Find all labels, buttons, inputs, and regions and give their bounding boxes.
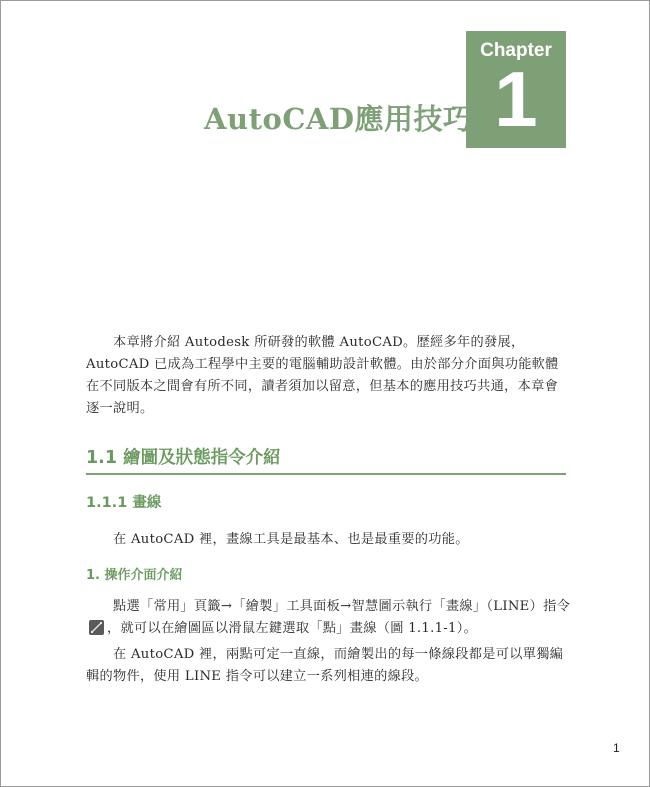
- line-tool-icon: [89, 620, 104, 635]
- page-number: 1: [613, 741, 620, 755]
- chapter-label: Chapter: [480, 40, 552, 61]
- chapter-badge: [466, 31, 566, 148]
- operation-title: 1. 操作介面介紹: [86, 568, 183, 583]
- chapter-number: 1: [494, 55, 538, 143]
- section-title: 1.1 繪圖及狀態指令介紹: [86, 444, 566, 475]
- operation-paragraph-2: 在 AutoCAD 裡，兩點可定一直線，而繪製出的每一條線段都是可以單獨編輯的物件，使用 LINE 指令可以建立一系列相連的線段。: [86, 647, 564, 684]
- operation-text-after-icon: ，就可以在繪圖區以滑鼠左鍵選取「點」畫線（圖 1.1.1-1）。: [107, 621, 478, 636]
- intro-paragraph: 本章將介紹 Autodesk 所研發的軟體 AutoCAD。歷經多年的發展，AutoCAD 已成為工程學中主要的電腦輔助設計軟體。由於部分介面與功能軟體在不同版本之間會有所不同，讀者須加以留意，但基本的應用技巧共通，本章會逐一說明。: [86, 335, 559, 416]
- chapter-title: AutoCAD應用技巧: [204, 102, 473, 136]
- subsection-paragraph: 在 AutoCAD 裡，畫線工具是最基本、也是最重要的功能。: [113, 532, 469, 547]
- operation-text-before-icon: 點選「常用」頁籤→「繪製」工具面板→智慧圖示執行「畫線」（LINE）指令: [113, 599, 571, 614]
- operation-paragraph: [86, 596, 571, 640]
- subsection-title: 1.1.1 畫線: [86, 495, 162, 511]
